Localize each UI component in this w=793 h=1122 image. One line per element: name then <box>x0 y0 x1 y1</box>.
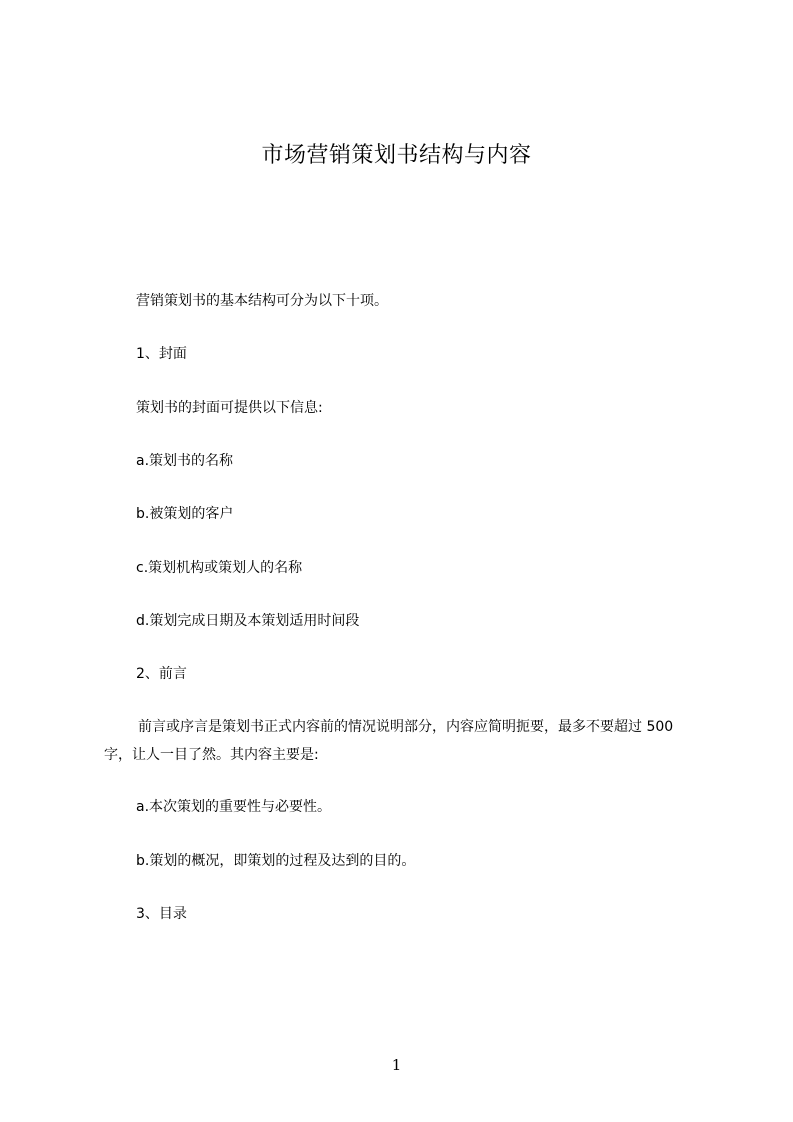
section-2-item-a: a.本次策划的重要性与必要性。 <box>136 799 332 815</box>
section-2-paragraph: 前言或序言是策划书正式内容前的情况说明部分，内容应简明扼要，最多不要超过 500 字，让人一目了然。其内容主要是: <box>104 719 674 763</box>
page-number: 1 <box>391 1056 402 1074</box>
intro-text: 营销策划书的基本结构可分为以下十项。 <box>136 293 388 309</box>
section-1-heading: 1、封面 <box>136 346 187 362</box>
section-1-item-d: d.策划完成日期及本策划适用时间段 <box>136 613 360 629</box>
section-1-item-c: c.策划机构或策划人的名称 <box>136 560 303 576</box>
section-1-item-b: b.被策划的客户 <box>136 506 234 522</box>
section-2-item-b: b.策划的概况，即策划的过程及达到的目的。 <box>136 853 416 869</box>
section-3-heading: 3、目录 <box>136 906 187 922</box>
document-title: 市场营销策划书结构与内容 <box>261 143 532 168</box>
section-1-item-a: a.策划书的名称 <box>136 453 234 469</box>
section-1-lead: 策划书的封面可提供以下信息: <box>136 400 323 416</box>
section-2-heading: 2、前言 <box>136 666 187 682</box>
